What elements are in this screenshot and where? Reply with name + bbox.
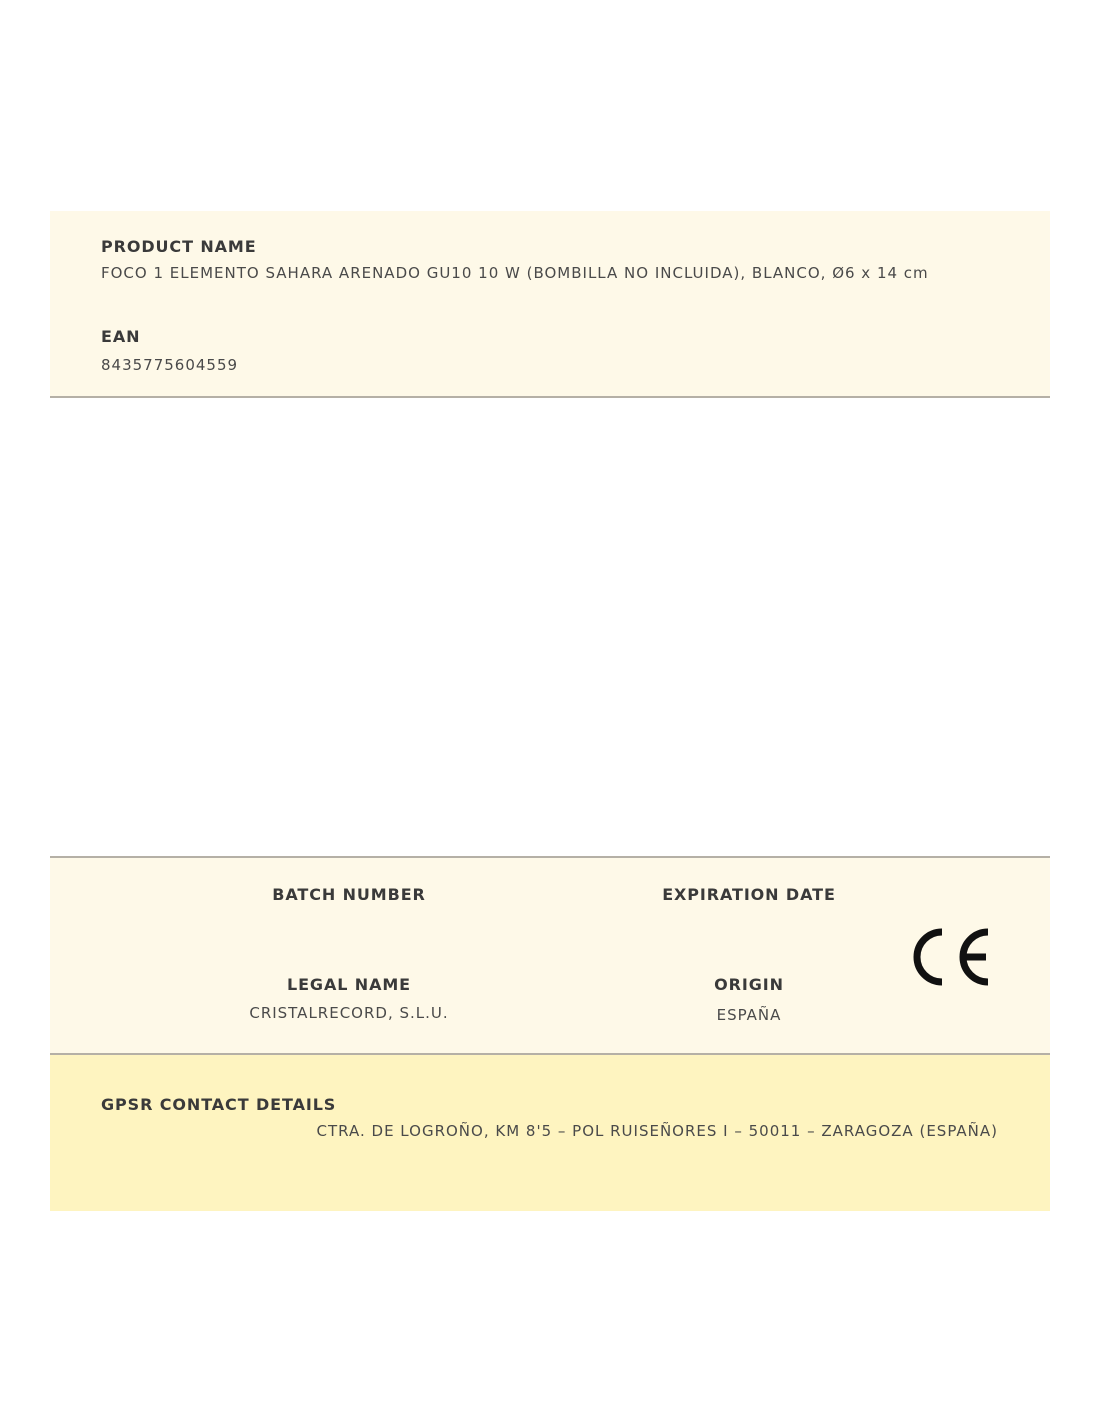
origin-label: ORIGIN xyxy=(714,975,784,994)
product-info-panel xyxy=(50,211,1050,398)
gpsr-contact-label: GPSR CONTACT DETAILS xyxy=(101,1095,337,1114)
origin-value: ESPAÑA xyxy=(716,1006,782,1024)
product-name-value: FOCO 1 ELEMENTO SAHARA ARENADO GU10 10 W (BOMBILLA NO INCLUIDA), BLANCO, Ø6 x 14 cm xyxy=(101,264,929,282)
legal-name-label: LEGAL NAME xyxy=(286,975,412,994)
product-name-label: PRODUCT NAME xyxy=(101,237,257,256)
batch-number-label: BATCH NUMBER xyxy=(272,885,426,904)
gpsr-address-value: CTRA. DE LOGROÑO, KM 8'5 – POL RUISEÑORES I – 50011 – ZARAGOZA (ESPAÑA) xyxy=(316,1122,998,1140)
ean-value: 8435775604559 xyxy=(101,356,239,374)
expiration-date-label: EXPIRATION DATE xyxy=(662,885,836,904)
legal-name-value: CRISTALRECORD, S.L.U. xyxy=(249,1004,449,1022)
batch-info-panel xyxy=(50,856,1050,1055)
gpsr-contact-panel xyxy=(50,1055,1050,1211)
ean-label: EAN xyxy=(101,327,141,346)
ce-mark-icon xyxy=(908,926,992,988)
